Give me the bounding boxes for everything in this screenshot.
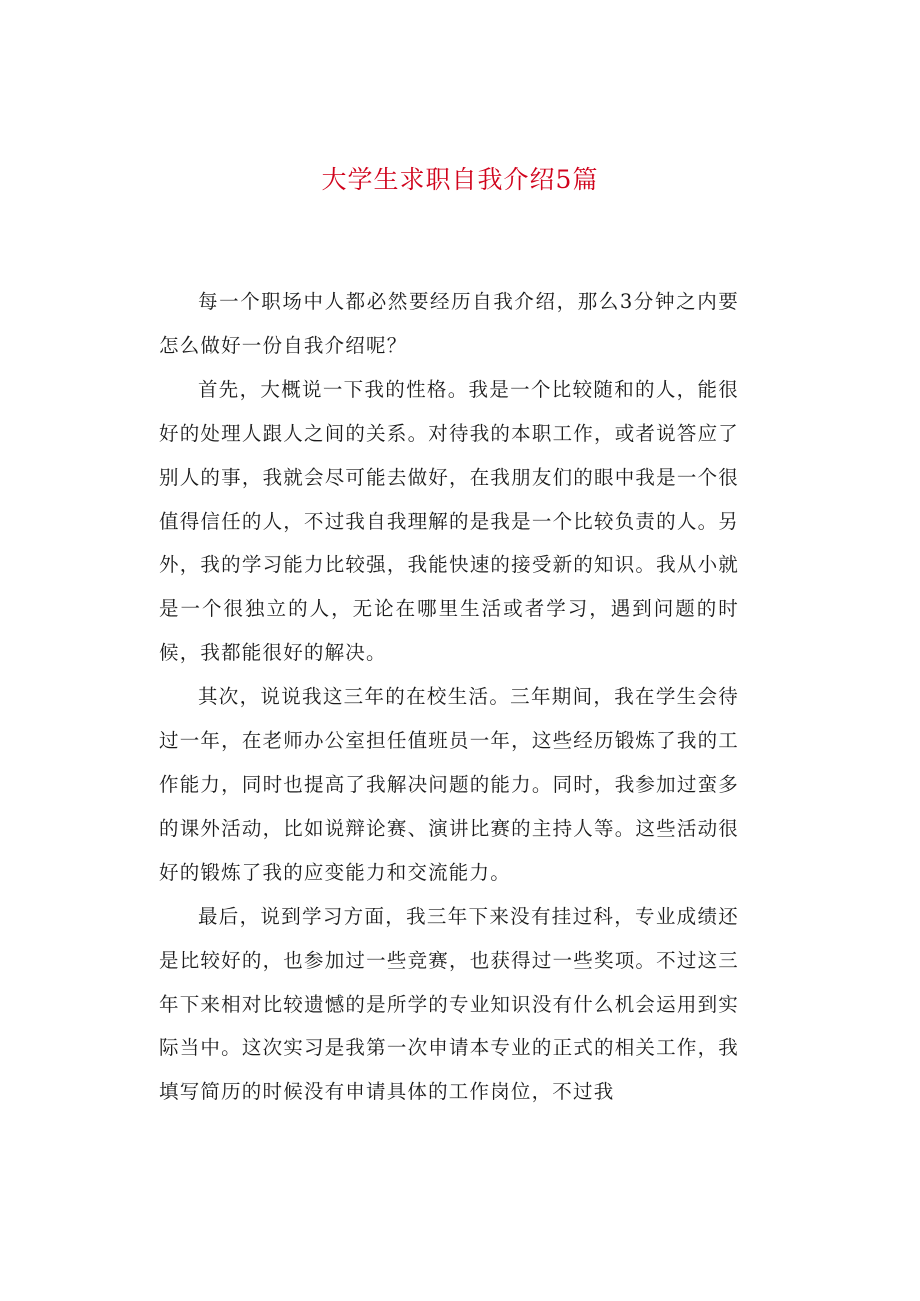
paragraph-personality: 首先，大概说一下我的性格。我是一个比较随和的人，能很好的处理人跟人之间的关系。对待我的本职工作，或者说答应了别人的事，我就会尽可能去做好，在我朋友们的眼中我是一个很值得信任的人，不过我自我理解的是我是一个比较负责的人。另外，我的学习能力比较强，我能快速的接受新的知识。我从小就是一个很独立的人，无论在哪里生活或者学习，遇到问题的时候，我都能很好的解决。 (159, 377, 739, 665)
paragraph-campus-life: 其次，说说我这三年的在校生活。三年期间，我在学生会待过一年，在老师办公室担任值班员一年，这些经历锻炼了我的工作能力，同时也提高了我解决问题的能力。同时，我参加过蛮多的课外活动，比如说辩论赛、演讲比赛的主持人等。这些活动很好的锻炼了我的应变能力和交流能力。 (159, 685, 739, 884)
paragraph-study: 最后，说到学习方面，我三年下来没有挂过科，专业成绩还是比较好的，也参加过一些竞赛，也获得过一些奖项。不过这三年下来相对比较遗憾的是所学的专业知识没有什么机会运用到实际当中。这次实习是我第一次申请本专业的正式的相关工作，我填写简历的时候没有申请具体的工作岗位，不过我 (159, 904, 739, 1104)
document-title: 大学生求职自我介绍5篇 (321, 165, 599, 194)
paragraph-intro: 每一个职场中人都必然要经历自我介绍，那么3分钟之内要怎么做好一份自我介绍呢？ (159, 290, 739, 357)
document-body (159, 280, 739, 1114)
